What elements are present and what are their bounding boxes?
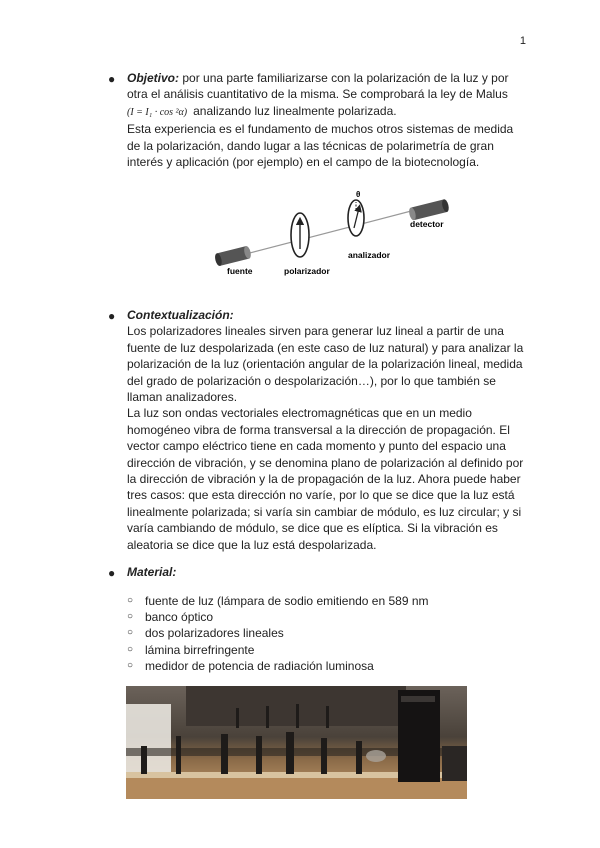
list-item-text: medidor de potencia de radiación luminosa [145,658,374,673]
sub-bullet: ○ [127,643,134,655]
detector-label: detector [410,219,444,229]
list-item [127,609,429,625]
objetivo-detail: Esta experiencia es el fundamento de muchos otros sistemas de medida de la polarización, dando lugar a las técnicas de polarimetría de gran interés y aplicación (por ejemplo) en el campo de la biotecnología. [127,122,514,170]
bullet-dot: ● [108,309,116,323]
bullet-dot: ● [108,72,116,86]
malus-line [127,103,527,121]
sub-bullet: ○ [127,627,134,639]
objetivo-text: por una parte familiarizarse con la polarización de la luz y por otra el análisis cuantitativo de la misma. Se comprobará la ley de Malus [127,71,509,102]
list-item [127,625,429,641]
contextualizacion-paragraph-2: La luz son ondas vectoriales electromagnéticas que en un medio homogéneo vibra de forma transversal a la dirección de propagación. El vector campo eléctrico tiene en cada momento y punto del espacio una dirección de vibración, y se denomina plano de polarización al definido por la dirección de vibración y la de propagación de la luz. Ahora puede haber tres casos: que esta dirección no varíe, por lo que se dice que la luz está linealmente polarizada; si varía sin cambiar de módulo, es luz circular; y si varía cambiando de módulo, se dice que es elíptica. Si la vibración es aleatoria se dice que la luz está despolarizada. [127,406,524,552]
list-item [127,593,429,609]
analyzer-label: analizador [348,250,391,260]
list-item-text: banco óptico [145,610,214,625]
source-label: fuente [227,266,253,276]
polarizer-label: polarizador [284,266,330,276]
malus-formula: (I = I₁ · cos ²α) [127,106,188,118]
page-number: 1 [519,35,526,47]
theta-label: θ [356,190,361,199]
malus-text: analizando luz linealmente polarizada. [193,103,397,118]
contextualizacion-paragraph-1: Los polarizadores lineales sirven para generar luz lineal a partir de una fuente de luz despolarizada (en este caso de luz natural) y para analizar la polarización de la luz (orientación angular de la polarización lineal, medida del grado de polarización o despolarización…), por lo que también se llaman analizadores. [127,324,524,405]
polarization-diagram [210,186,460,278]
objetivo-heading: Objetivo: [127,71,180,85]
objetivo-paragraph [127,70,527,103]
source-cylinder [214,245,252,266]
sub-bullet: ○ [127,595,134,606]
detector-cylinder [408,199,450,221]
objetivo-section [127,70,527,170]
contextualizacion-heading: Contextualización: [127,308,234,322]
material-list [127,593,429,674]
list-item [127,642,429,658]
bullet-dot: ● [108,566,116,580]
sub-bullet: ○ [127,659,134,671]
list-item [127,658,429,674]
material-section [127,564,527,580]
material-heading: Material: [127,565,177,579]
sub-bullet: ○ [127,611,134,623]
lab-setup-photo [126,686,467,799]
list-item-text: dos polarizadores lineales [145,626,284,641]
contextualizacion-section [127,307,527,553]
list-item-text: lámina birrefringente [145,642,255,657]
list-item-text: fuente de luz (lámpara de sodio emitiendo en 589 nm [145,594,429,608]
